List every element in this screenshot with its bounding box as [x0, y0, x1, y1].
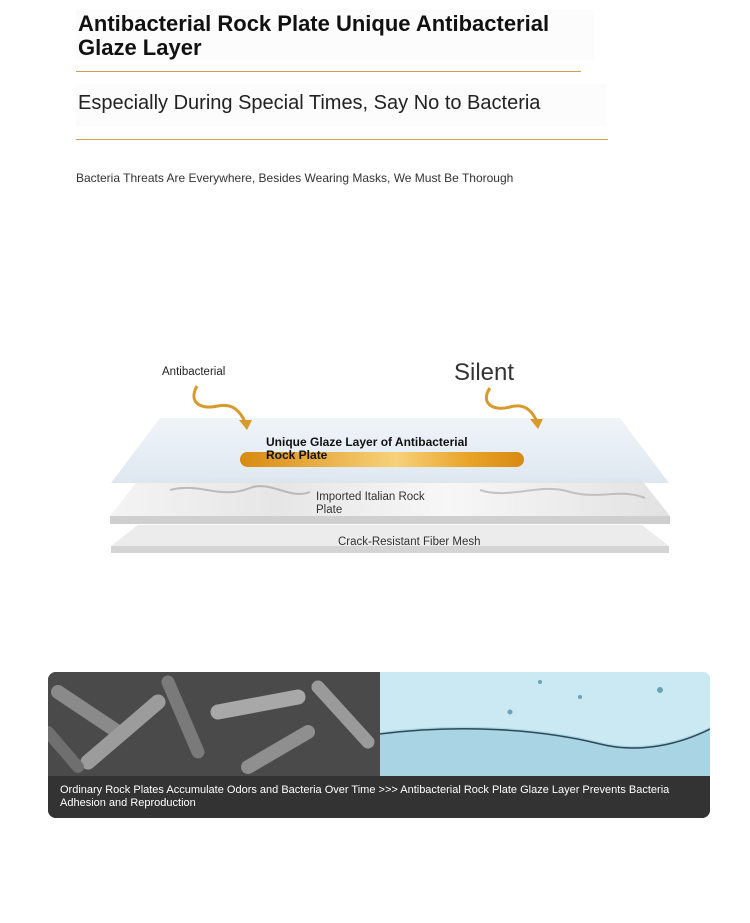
glaze-illustration — [380, 672, 710, 776]
label-antibacterial: Antibacterial — [162, 366, 226, 378]
label-italian-rock-plate: Imported Italian Rock Plate — [316, 491, 425, 516]
bacteria-photo — [48, 672, 380, 776]
glaze-closeup-photo — [380, 672, 710, 776]
divider — [76, 139, 608, 140]
label-glaze-layer: Unique Glaze Layer of Antibacterial Rock Plate — [266, 435, 468, 462]
layer-diagram — [100, 350, 680, 570]
caption-bar — [48, 776, 710, 818]
photo-caption: Ordinary Rock Plates Accumulate Odors and Bacteria Over Time >>> Antibacterial Rock Plate Glaze Layer Prevents Bacteria Adhesion and Reproduction — [60, 784, 670, 809]
page-title: Antibacterial Rock Plate Unique Antibacterial Glaze Layer — [78, 11, 550, 60]
intro-text: Bacteria Threats Are Everywhere, Besides Wearing Masks, We Must Be Thorough — [76, 171, 514, 185]
page-subtitle: Especially During Special Times, Say No to Bacteria — [78, 92, 541, 114]
label-fiber-mesh: Crack-Resistant Fiber Mesh — [338, 536, 481, 548]
comparison-photo-card — [48, 672, 710, 818]
bacteria-illustration — [48, 672, 380, 776]
divider — [76, 71, 581, 72]
curved-arrow-icon — [486, 388, 537, 422]
subtitle-block — [76, 84, 606, 126]
label-silent: Silent — [454, 359, 515, 386]
title-block — [76, 10, 594, 60]
